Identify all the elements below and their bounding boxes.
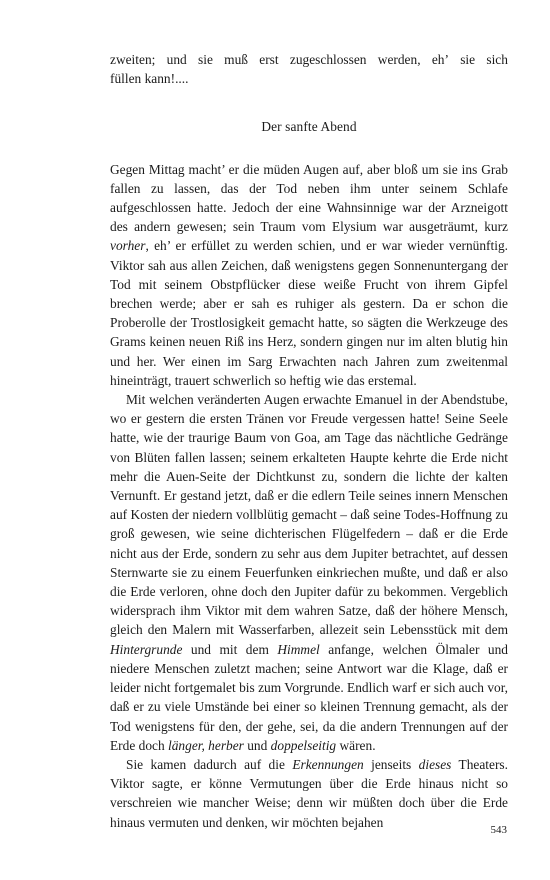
page-body [110,50,508,832]
paragraph-2: Mit welchen veränderten Augen erwachte Emanuel in der Abendstube, wo er gestern die ersten Tränen vor Freude vergessen hatte! Seine Seele hatte, wie der traurige Baum von Goa, am Tage das nächtliche Gedränge von Blüten fallen lassen; seinem erkalteten Haupte kehrte die Erde nicht mehr die Auen-Seite der Dichtkunst zu, sondern die lichte der kalten Vernunft. Er gestand jetzt, daß er die edlern Teile seines innern Menschen auf Kosten der niedern vollblütig gemacht – daß seine Todes-Hoffnung zu groß gewesen, wie seine dichterischen Flügelfedern – daß er die Erde nicht aus der Erde, sondern zu sehr aus dem Jupiter betrachtet, auf dessen Sternwarte sie zu einem Feuerfunken einkriechen mußte, und daß er also die Erde verloren, ohne doch den Jupiter dafür zu bekommen. Vergeblich widersprach ihm Viktor mit dem wahren Satze, daß der höhere Mensch, gleich den Malern mit Wasserfarben, allezeit sein Lebensstück mit dem Hintergrunde und mit dem Himmel anfange, welchen Ölmaler und niedere Menschen zuletzt machen; seine Antwort war die Klage, daß er leider nicht fortgemalet bis zum Vorgrunde. Endlich warf er sich auch vor, daß er zu viele Umstände bei einer so kleinen Trennung gemacht, als der Tod wenigstens für den, der gehe, sei, da die andern Trennungen auf der Erde doch länger, herber und doppelseitig wären. [110,392,509,753]
page-number: 543 [490,824,507,836]
paragraph-1: Gegen Mittag macht’ er die müden Augen auf, aber bloß um sie ins Grab fallen zu lassen, das der Tod neben ihm unter seinem Schlafe aufgeschlossen hatte. Jedoch der eine Wahnsinnige war der Arzneigott des andern gewesen; sein Traum vom Elysium war ausgeträumt, kurz vorher, eh’ er erfüllet zu werden schien, und er war wieder vernünftig. Viktor sah aus allen Zeichen, daß wenigstens gegen Sonnenuntergang der Tod mit seinem Obstpflücker diese weiße Frucht von ihrem Gipfel brechen werde; aber er sah es ruhiger als gestern. Da er schon die Proberolle der Trostlosigkeit gemacht hatte, so sägten die Werkzeuge des Grams keinen neuen Riß ins Herz, sondern gingen nur im alten blutig hin und her. Wer einen im Sarg Erwachten nach Jahren zum zweitenmal hineinträgt, trauert schwerlich so heftig wie das erstemal. [110,161,508,388]
paragraph-3: Sie kamen dadurch auf die Erkennungen jenseits dieses Theaters. Viktor sagte, er könne Vermutungen über die Erde hinaus nicht so verschreien wie mancher Weise; denn wir müßten doch über die Erde hinaus vermuten und denken, wir möchten bejahen [110,756,508,830]
continuation-paragraph: zweiten; und sie muß erst zugeschlossen werden, eh’ sie sich füllen kann!.... [110,52,508,87]
section-title: Der sanfte Abend [261,119,357,135]
